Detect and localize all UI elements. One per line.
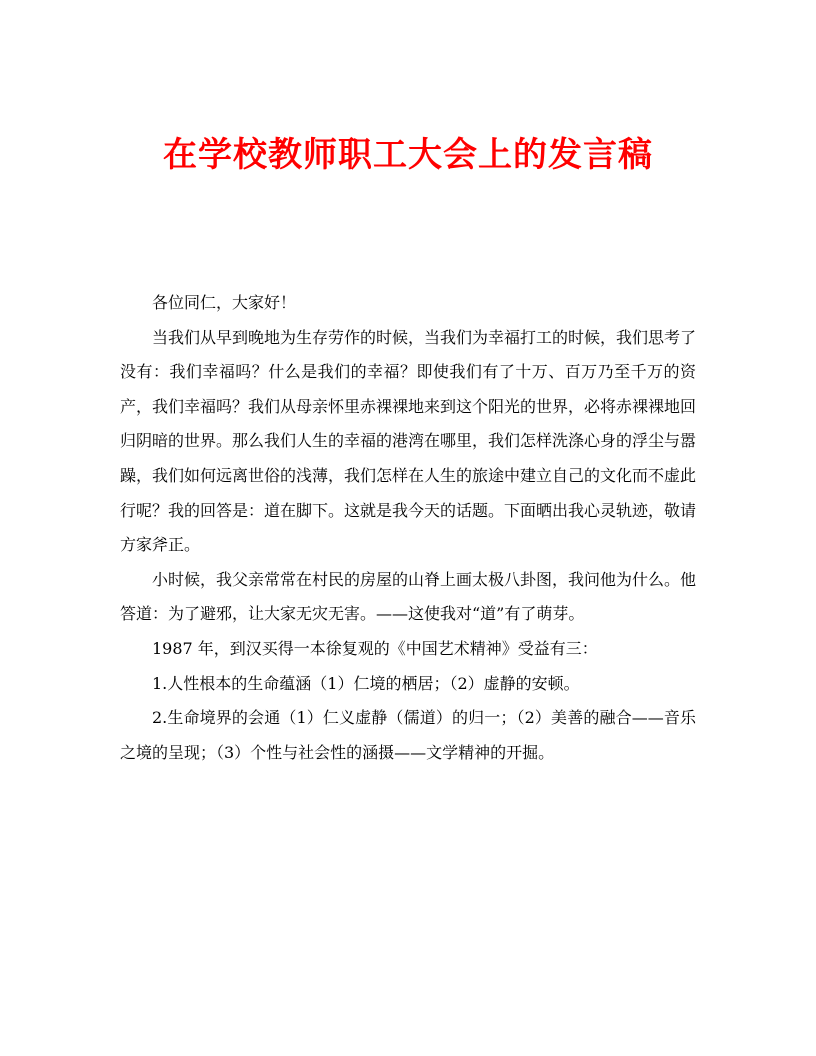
page-title: 在学校教师职工大会上的发言稿: [163, 134, 653, 175]
body-paragraph: 小时候，我父亲常常在村民的房屋的山脊上画太极八卦图，我问他为什么。他答道：为了避邪，让大家无灾无害。——这使我对“道”有了萌芽。: [120, 569, 697, 624]
list-item-paragraph: 2.生命境界的会通（1）仁义虚静（儒道）的归一；（2）美善的融合——音乐之境的呈现；（3）个性与社会性的涵摄——文学精神的开掘。: [120, 708, 696, 762]
greeting-paragraph: 各位同仁，大家好！: [152, 293, 297, 312]
body-paragraph: 当我们从早到晚地为生存劳作的时候，当我们为幸福打工的时候，我们思考了没有：我们幸福吗？什么是我们的幸福？即使我们有了十万、百万乃至千万的资产，我们幸福吗？我们从母亲怀里赤裸裸地来到这个阳光的世界，必将赤裸裸地回归阴暗的世界。那么我们人生的幸福的港湾在哪里，我们怎样洗涤心身的浮尘与嚣躁，我们如何远离世俗的浅薄，我们怎样在人生的旅途中建立自己的文化而不虚此行呢？我的回答是：道在脚下。这就是我今天的话题。下面晒出我心灵轨迹，敬请方家斧正。: [120, 327, 697, 555]
document-body: [120, 286, 696, 770]
body-paragraph: 1987 年，到汉买得一本徐复观的《中国艺术精神》受益有三：: [152, 638, 598, 658]
list-item-paragraph: 1.人性根本的生命蕴涵（1）仁境的栖居；（2）虚静的安顿。: [152, 673, 580, 693]
